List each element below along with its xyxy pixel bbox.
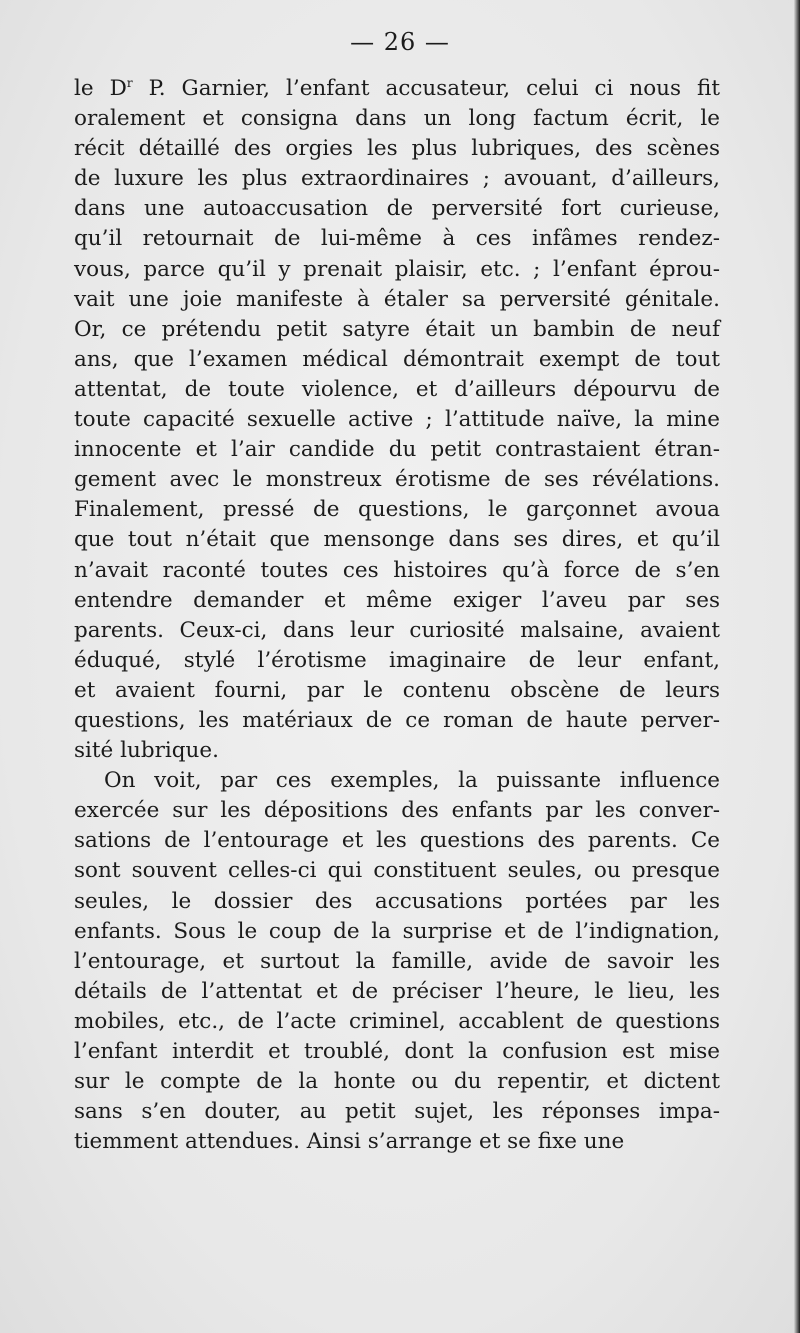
text-line: sans s’en douter, au petit sujet, les réponses impa- [74,1099,720,1125]
text-line: éduqué, stylé l’érotisme imaginaire de leur enfant, [74,647,720,673]
text-line: attentat, de toute violence, et d’ailleurs dépourvu de [74,376,720,402]
text-line: questions, les matériaux de ce roman de haute perver- [74,707,720,733]
text-line: innocente et l’air candide du petit contrastaient étran- [74,437,720,463]
text-line: mobiles, etc., de l’acte criminel, accablent de questions [74,1008,720,1034]
text-line: seules, le dossier des accusations portées par les [74,888,720,914]
text-line: n’avait raconté toutes ces histoires qu’à force de s’en [74,557,720,583]
text-line: sur le compte de la honte ou du repentir, et dictent [74,1069,720,1095]
text-line: vait une joie manifeste à étaler sa perversité génitale. [74,286,720,312]
text-line: dans une autoaccusation de perversité fort curieuse, [74,196,720,222]
text-line: que tout n’était que mensonge dans ses dires, et qu’il [74,527,720,553]
text-line: sont souvent celles-ci qui constituent seules, ou presque [74,858,720,884]
text-line: l’enfant interdit et troublé, dont la confusion est mise [74,1039,720,1064]
text-line: de luxure les plus extraordinaires ; avouant, d’ailleurs, [74,166,720,192]
text-line: détails de l’attentat et de préciser l’heure, le lieu, les [74,978,720,1004]
text-line: On voit, par ces exemples, la puissante influence [104,768,720,794]
text-line: Finalement, pressé de questions, le garçonnet avoua [74,497,720,523]
page-number: — 26 — [350,28,450,56]
text-line: vous, parce qu’il y prenait plaisir, etc. ; l’enfant éprou- [74,256,720,282]
text-line: exercée sur les dépositions des enfants par les conver- [74,798,720,824]
text-line: toute capacité sexuelle active ; l’attitude naïve, la mine [74,407,720,433]
text-line: sité lubrique. [74,738,219,764]
text-line: l’entourage, et surtout la famille, avide de savoir les [74,948,720,974]
text-line: sations de l’entourage et les questions des parents. Ce [74,828,720,854]
paragraph [74,74,720,766]
text-line: enfants. Sous le coup de la surprise et de l’indignation, [74,918,720,944]
text-line: récit détaillé des orgies les plus lubriques, des scènes [74,136,720,162]
text-line: entendre demander et même exiger l’aveu par ses [74,587,720,613]
text-line: ans, que l’examen médical démontrait exempt de tout [74,346,720,372]
text-line: Or, ce prétendu petit satyre était un bambin de neuf [74,316,720,342]
text-line: gement avec le monstreux érotisme de ses révélations. [74,467,720,493]
text-line: le $D^r$ P. Garnier, l’enfant accusateur, celui ci nous fit [74,76,721,101]
page-edge-shadow [794,0,800,1333]
text-line: et avaient fourni, par le contenu obscène de leurs [74,677,720,703]
text-line: qu’il retournait de lui-même à ces infâmes rendez- [74,226,720,252]
text-line: oralement et consigna dans un long factum écrit, le [74,106,720,132]
text-line: parents. Ceux-ci, dans leur curiosité malsaine, avaient [74,617,720,643]
paragraph [74,766,720,1157]
text-line: tiemment attendues. Ainsi s’arrange et se fixe une [74,1129,625,1155]
body-text [74,74,720,1157]
